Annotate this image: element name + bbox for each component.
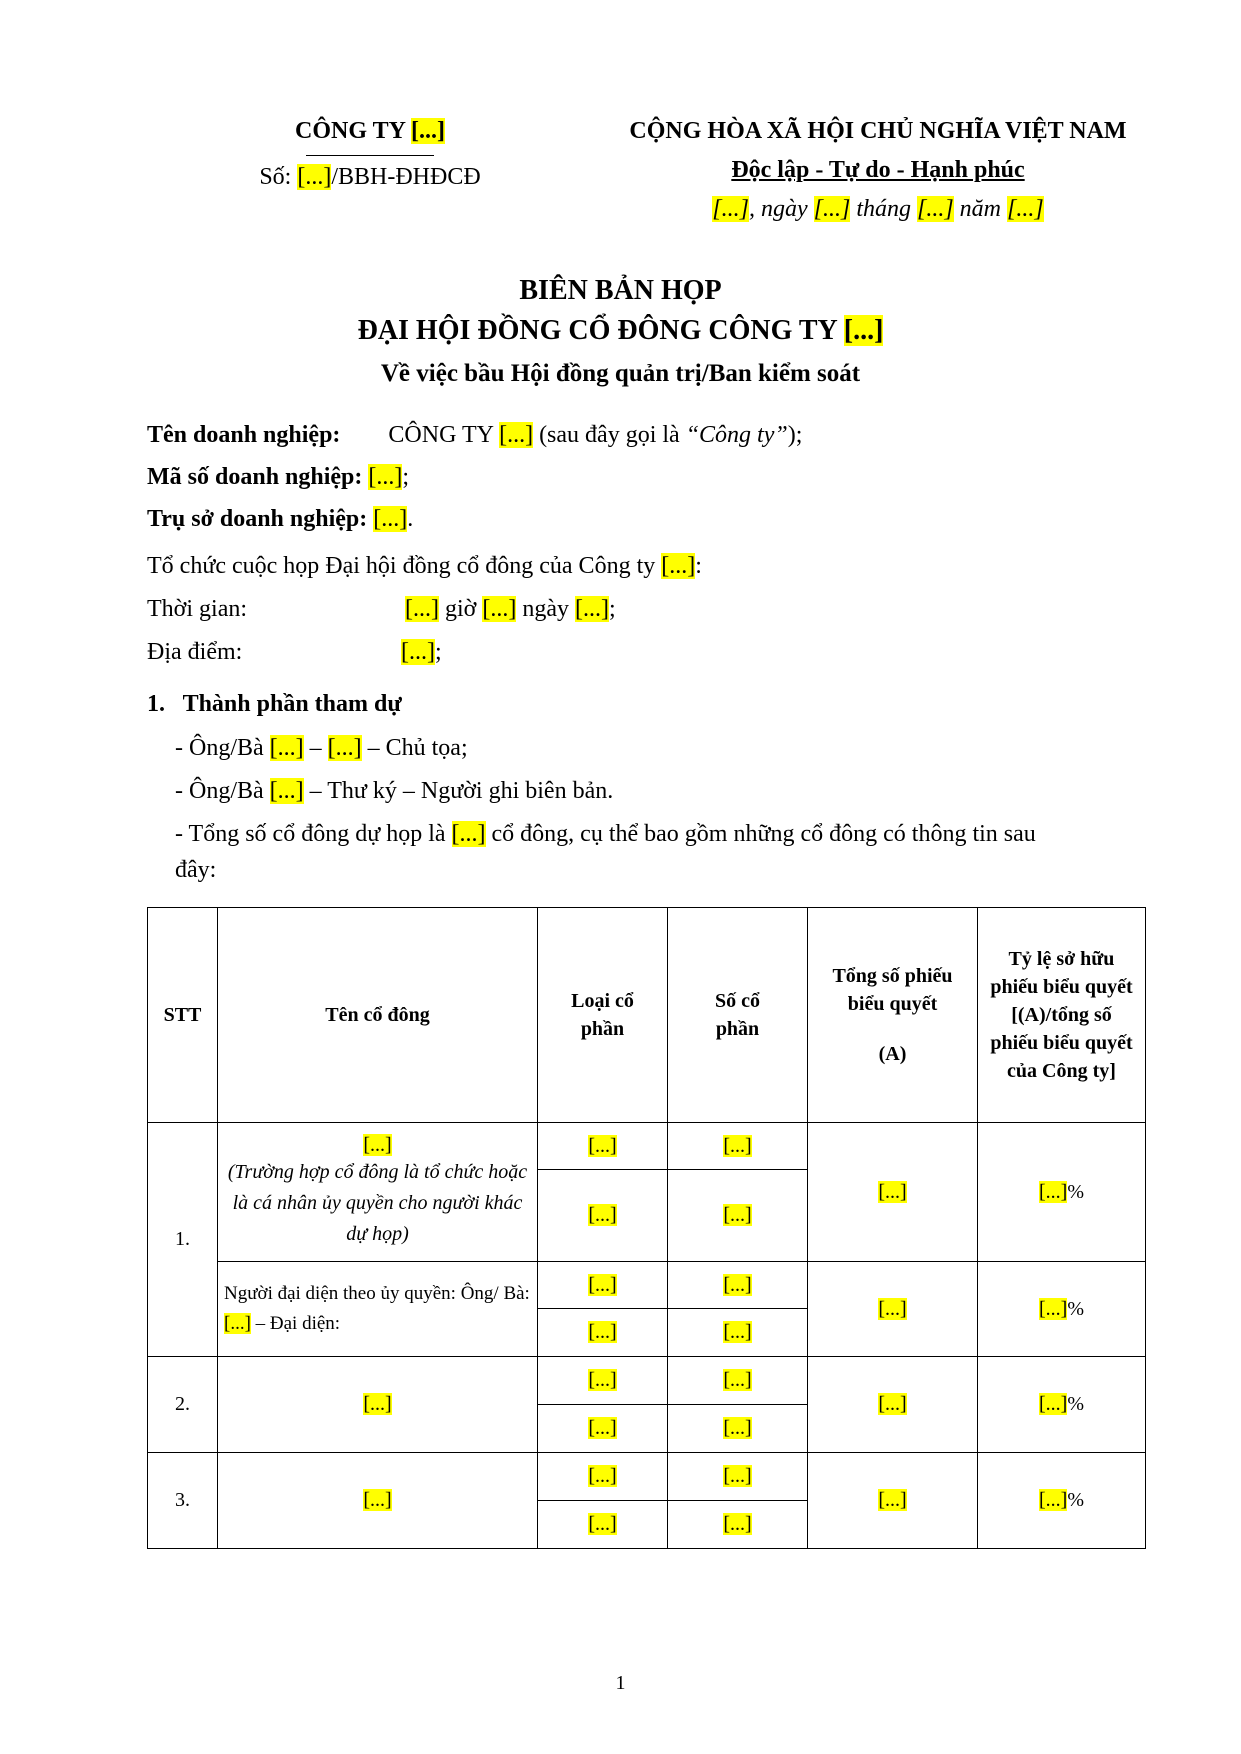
name-alias: “Công ty” bbox=[685, 422, 788, 448]
place-label: Địa điểm: bbox=[147, 639, 243, 665]
placeholder-field[interactable]: [...] bbox=[723, 1204, 752, 1226]
document-topic: Về việc bầu Hội đồng quản trị/Ban kiểm soát bbox=[380, 360, 861, 387]
ratio-cell bbox=[978, 1262, 1146, 1357]
stt-cell: 3. bbox=[148, 1453, 218, 1549]
type-cell bbox=[538, 1405, 668, 1453]
placeholder-field[interactable]: [...] bbox=[723, 1321, 752, 1343]
chair-prefix: - Ông/Bà bbox=[175, 735, 264, 761]
placeholder-field[interactable]: [...] bbox=[363, 1134, 392, 1156]
chair-row bbox=[175, 735, 468, 762]
votes-cell bbox=[808, 1357, 978, 1453]
company-name-row bbox=[147, 422, 802, 449]
votes-cell bbox=[808, 1453, 978, 1549]
punct: ; bbox=[608, 596, 616, 622]
votes-label: Tổng số phiếu biểu quyết bbox=[832, 965, 953, 1015]
placeholder-field[interactable]: [...] bbox=[878, 1180, 907, 1203]
percent-sign: % bbox=[1067, 1393, 1084, 1415]
placeholder-field[interactable]: [...] bbox=[373, 506, 408, 532]
placeholder-field[interactable]: [...] bbox=[363, 1393, 392, 1415]
total-suffix: cổ đông, cụ thể bao gồm những cổ đông có thông tin sau bbox=[491, 821, 1036, 847]
votes-a: (A) bbox=[878, 1043, 907, 1065]
percent-sign: % bbox=[1067, 1180, 1084, 1203]
secretary-row bbox=[175, 778, 613, 805]
shares-cell bbox=[668, 1170, 808, 1262]
table-row bbox=[148, 1123, 1146, 1170]
number-suffix: /BBH-ĐHĐCĐ bbox=[331, 164, 481, 190]
meeting-place-row bbox=[147, 639, 442, 666]
placeholder-field[interactable]: [...] bbox=[588, 1417, 617, 1439]
secretary-role: – Thư ký – Người ghi biên bản. bbox=[309, 778, 614, 804]
placeholder-field[interactable]: [...] bbox=[482, 596, 517, 622]
divider bbox=[306, 155, 434, 156]
shares-cell bbox=[668, 1309, 808, 1357]
placeholder-field[interactable]: [...] bbox=[368, 464, 403, 490]
placeholder-field[interactable]: [...] bbox=[588, 1513, 617, 1535]
meeting-time-row bbox=[147, 596, 616, 623]
meeting-org-row bbox=[147, 553, 702, 580]
placeholder-field[interactable]: [...] bbox=[588, 1134, 617, 1157]
placeholder-field[interactable]: [...] bbox=[363, 1489, 392, 1511]
percent-sign: % bbox=[1067, 1297, 1084, 1320]
rep-suffix: – Đại diện: bbox=[255, 1313, 341, 1334]
name-prefix: CÔNG TY bbox=[388, 422, 494, 448]
type-cell bbox=[538, 1262, 668, 1309]
col-stt: STT bbox=[148, 908, 218, 1123]
stt-cell: 2. bbox=[148, 1357, 218, 1453]
ratio-cell bbox=[978, 1357, 1146, 1453]
hq-label: Trụ sở doanh nghiệp: bbox=[147, 506, 368, 532]
stt-cell: 1. bbox=[148, 1123, 218, 1357]
company-code-row bbox=[147, 464, 409, 491]
company-hq-row bbox=[147, 506, 413, 533]
placeholder-field[interactable]: [...] bbox=[327, 735, 362, 761]
month-word: tháng bbox=[856, 196, 911, 222]
shares-cell bbox=[668, 1501, 808, 1549]
shares-cell bbox=[668, 1453, 808, 1501]
table-row bbox=[148, 1357, 1146, 1405]
placeholder-field[interactable]: [...] bbox=[878, 1393, 907, 1415]
placeholder-field[interactable]: [...] bbox=[588, 1204, 617, 1226]
document-subtitle bbox=[0, 315, 1241, 347]
placeholder-field[interactable]: [...] bbox=[411, 118, 445, 144]
placeholder-field[interactable]: [...] bbox=[1039, 1489, 1068, 1511]
national-motto: Độc lập - Tự do - Hạnh phúc bbox=[731, 157, 1025, 183]
subtitle-text: ĐẠI HỘI ĐỒNG CỔ ĐÔNG CÔNG TY bbox=[357, 315, 837, 346]
document-date bbox=[588, 196, 1168, 223]
placeholder-field[interactable]: [...] bbox=[401, 639, 435, 665]
placeholder-field[interactable]: [...] bbox=[843, 315, 884, 346]
col-type: Loại cổ phần bbox=[538, 908, 668, 1123]
page-number: 1 bbox=[615, 1672, 626, 1694]
placeholder-field[interactable]: [...] bbox=[269, 778, 304, 804]
placeholder-field[interactable]: [...] bbox=[723, 1465, 752, 1487]
representative-cell bbox=[218, 1262, 538, 1357]
punct: ; bbox=[402, 464, 410, 490]
col-shares: Số cổ phần bbox=[668, 908, 808, 1123]
secretary-prefix: - Ông/Bà bbox=[175, 778, 264, 804]
col-votes bbox=[808, 908, 978, 1123]
date-word: , ngày bbox=[748, 196, 808, 222]
placeholder-field[interactable]: [...] bbox=[878, 1489, 907, 1511]
col-ratio: Tỷ lệ sở hữu phiếu biểu quyết [(A)/tổng số phiếu biểu quyết của Công ty] bbox=[978, 908, 1146, 1123]
year-word: năm bbox=[959, 196, 1002, 222]
shareholder-cell bbox=[218, 1357, 538, 1453]
shares-cell bbox=[668, 1123, 808, 1170]
table-row bbox=[148, 1262, 1146, 1309]
name-end: ); bbox=[787, 422, 803, 448]
percent-sign: % bbox=[1067, 1489, 1084, 1511]
number-prefix: Số: bbox=[259, 164, 292, 190]
type-cell bbox=[538, 1501, 668, 1549]
placeholder-field[interactable]: [...] bbox=[813, 196, 851, 222]
company-header bbox=[220, 118, 520, 191]
placeholder-field[interactable]: [...] bbox=[723, 1513, 752, 1535]
document-number bbox=[220, 164, 520, 191]
code-label: Mã số doanh nghiệp: bbox=[147, 464, 363, 490]
punct: . bbox=[407, 506, 414, 532]
country-title: CỘNG HÒA XÃ HỘI CHỦ NGHĨA VIỆT NAM bbox=[629, 118, 1127, 144]
rep-text: Người đại diện theo ủy quyền: Ông/ Bà: bbox=[224, 1283, 530, 1304]
total-row-cont: đây: bbox=[175, 857, 217, 883]
type-cell bbox=[538, 1357, 668, 1405]
placeholder-field[interactable]: [...] bbox=[588, 1321, 617, 1343]
placeholder-field[interactable]: [...] bbox=[723, 1273, 752, 1296]
placeholder-field[interactable]: [...] bbox=[661, 553, 696, 579]
type-cell bbox=[538, 1170, 668, 1262]
placeholder-field[interactable]: [...] bbox=[451, 821, 486, 847]
table-header-row bbox=[148, 908, 1146, 1123]
placeholder-field[interactable]: [...] bbox=[588, 1369, 617, 1391]
day-word: ngày bbox=[522, 596, 569, 622]
placeholder-field[interactable]: [...] bbox=[405, 596, 439, 622]
company-label: CÔNG TY bbox=[295, 118, 406, 144]
placeholder-field[interactable]: [...] bbox=[723, 1417, 752, 1439]
org-text: Tổ chức cuộc họp Đại hội đồng cổ đông của Công ty bbox=[147, 553, 656, 579]
placeholder-field[interactable]: [...] bbox=[1039, 1180, 1068, 1203]
chair-role: – Chủ tọa; bbox=[367, 735, 468, 761]
total-prefix: - Tổng số cổ đông dự họp là bbox=[175, 821, 446, 847]
punct: ; bbox=[434, 639, 442, 665]
type-cell bbox=[538, 1453, 668, 1501]
shares-cell bbox=[668, 1357, 808, 1405]
type-cell bbox=[538, 1123, 668, 1170]
placeholder-field[interactable]: [...] bbox=[269, 735, 304, 761]
hour-word: giờ bbox=[444, 596, 477, 622]
placeholder-field[interactable]: [...] bbox=[499, 422, 534, 448]
placeholder-field[interactable]: [...] bbox=[574, 596, 609, 622]
document-title: BIÊN BẢN HỌP bbox=[519, 275, 722, 306]
ratio-cell bbox=[978, 1453, 1146, 1549]
placeholder-field[interactable]: [...] bbox=[1039, 1297, 1068, 1320]
placeholder-field[interactable]: [...] bbox=[224, 1313, 251, 1334]
type-cell bbox=[538, 1309, 668, 1357]
national-header bbox=[588, 118, 1168, 223]
placeholder-field[interactable]: [...] bbox=[1039, 1393, 1068, 1415]
section-heading: 1. Thành phần tham dự bbox=[147, 691, 402, 717]
placeholder-field[interactable]: [...] bbox=[588, 1465, 617, 1487]
name-label: Tên doanh nghiệp: bbox=[147, 422, 341, 448]
col-name: Tên cổ đông bbox=[218, 908, 538, 1123]
shareholder-cell bbox=[218, 1123, 538, 1262]
shares-cell bbox=[668, 1262, 808, 1309]
shareholder-note: (Trường hợp cổ đông là tổ chức hoặc là cá nhân ủy quyền cho người khác dự họp) bbox=[227, 1161, 528, 1245]
shareholder-table bbox=[147, 907, 1146, 1549]
votes-cell bbox=[808, 1262, 978, 1357]
name-suffix: (sau đây gọi là bbox=[539, 422, 686, 448]
punct: : bbox=[695, 553, 702, 579]
shares-cell bbox=[668, 1405, 808, 1453]
dash: – bbox=[309, 735, 322, 761]
table-row bbox=[148, 1453, 1146, 1501]
placeholder-field[interactable]: [...] bbox=[723, 1369, 752, 1391]
ratio-cell bbox=[978, 1123, 1146, 1262]
placeholder-field[interactable]: [...] bbox=[723, 1134, 752, 1157]
time-label: Thời gian: bbox=[147, 596, 248, 622]
placeholder-field[interactable]: [...] bbox=[1007, 196, 1044, 222]
votes-cell bbox=[808, 1123, 978, 1262]
placeholder-field[interactable]: [...] bbox=[878, 1297, 907, 1320]
placeholder-field[interactable]: [...] bbox=[297, 164, 332, 190]
total-row bbox=[175, 821, 1036, 848]
placeholder-field[interactable]: [...] bbox=[588, 1273, 617, 1296]
placeholder-field[interactable]: [...] bbox=[916, 196, 954, 222]
company-name bbox=[220, 118, 520, 145]
placeholder-field[interactable]: [...] bbox=[712, 196, 749, 222]
shareholder-cell bbox=[218, 1453, 538, 1549]
